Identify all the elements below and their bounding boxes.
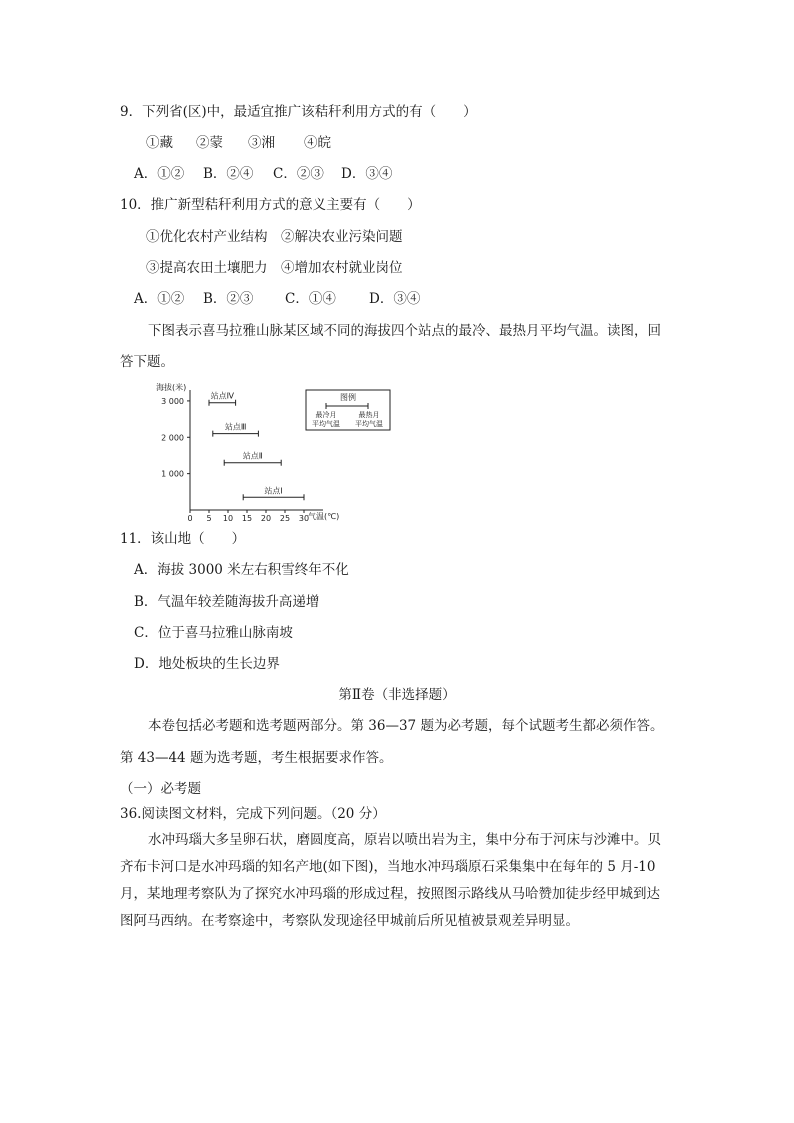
q9-stem: 9．下列省(区)中，最适宜推广该秸秆利用方式的有（ ） [120,104,477,120]
station-label: 站点Ⅰ [264,486,283,496]
q10-option-c: C．①④ [285,291,336,307]
q9-option-b: B．②④ [203,166,254,182]
q36-line-3: 月，某地理考察队为了探究水冲玛瑙的形成过程，按照图示路线从马哈赞加徒步经甲城到达 [120,886,660,902]
x-tick-label: 0 [187,514,193,523]
q10-option-b: B．②③ [203,291,254,307]
q36-line-4: 图阿马西纳。在考察途中，考察队发现途径甲城前后所见植被景观差异明显。 [120,913,579,929]
section-2-para-line-2: 第 43—44 题为选考题，考生根据要求作答。 [120,750,393,766]
station-label: 站点Ⅲ [224,422,247,432]
legend-cold-label-2: 平均气温 [312,420,340,428]
station-label: 站点Ⅱ [242,451,263,461]
y-axis-label: 海拔(米) [156,383,187,392]
q11-option-d: D．地处板块的生长边界 [134,656,280,672]
x-tick-label: 20 [260,514,272,523]
y-tick-label: 3 000 [161,396,184,406]
required-section-title: （一）必考题 [120,781,201,797]
legend-hot-label-2: 平均气温 [355,420,383,428]
q10-stem: 10．推广新型秸秆利用方式的意义主要有（ ） [120,197,421,213]
q9-option-d: D．③④ [341,166,393,182]
q10-items-row2: ③提高农田土壤肥力 ④增加农村就业岗位 [146,260,403,276]
section-2-title: 第Ⅱ卷（非选择题） [338,687,456,703]
q9-item: ②蒙 [196,135,223,151]
q9-item: ④皖 [304,135,331,151]
q10-option-a: A．①② [134,291,185,307]
q11-option-a: A．海拔 3000 米左右积雪终年不化 [134,562,349,578]
station-label: 站点Ⅳ [210,391,234,401]
q9-option-a: A．①② [134,166,185,182]
y-tick-label: 1 000 [161,469,184,479]
legend-hot-label-1: 最热月 [358,411,380,419]
x-tick-label: 5 [206,514,212,523]
legend-cold-label-1: 最冷月 [315,411,337,419]
q9-item: ③湘 [248,135,275,151]
q11-option-c: C．位于喜马拉雅山脉南坡 [134,625,293,641]
x-tick-label: 15 [241,514,253,523]
q36-line-1: 水冲玛瑙大多呈卵石状，磨圆度高，原岩以喷出岩为主，集中分布于河床与沙滩中。贝 [148,832,661,848]
intro-line-2: 答下题。 [120,354,174,370]
q11-option-b: B．气温年较差随海拔升高递增 [134,594,320,610]
q9-item: ①藏 [146,135,173,151]
x-tick-label: 25 [279,514,291,523]
temperature-elevation-chart [148,378,398,526]
q11-stem: 11．该山地（ ） [120,531,246,547]
q10-option-d: D．③④ [369,291,421,307]
q36-line-2: 齐布卡河口是水冲玛瑙的知名产地(如下图)，当地水冲玛瑙原石采集集中在每年的 5 月-10 [120,859,656,875]
q10-items-row1: ①优化农村产业结构 ②解决农业污染问题 [146,229,403,245]
x-tick-label: 10 [222,514,234,523]
intro-line-1: 下图表示喜马拉雅山脉某区域不同的海拔四个站点的最冷、最热月平均气温。读图，回 [148,323,661,339]
x-tick-label: 30 [298,514,310,523]
section-2-para-line-1: 本卷包括必考题和选考题两部分。第 36—37 题为必考题，每个试题考生都必须作答。 [148,718,664,734]
q36-stem: 36.阅读图文材料，完成下列问题。（20 分） [120,806,386,822]
q9-option-c: C．②③ [273,166,324,182]
q10-options [134,290,420,308]
y-tick-label: 2 000 [161,433,184,443]
x-axis-label: 气温(℃) [308,512,340,521]
legend-title: 图例 [340,393,356,402]
q9-items [146,134,331,152]
q9-options [134,165,392,183]
